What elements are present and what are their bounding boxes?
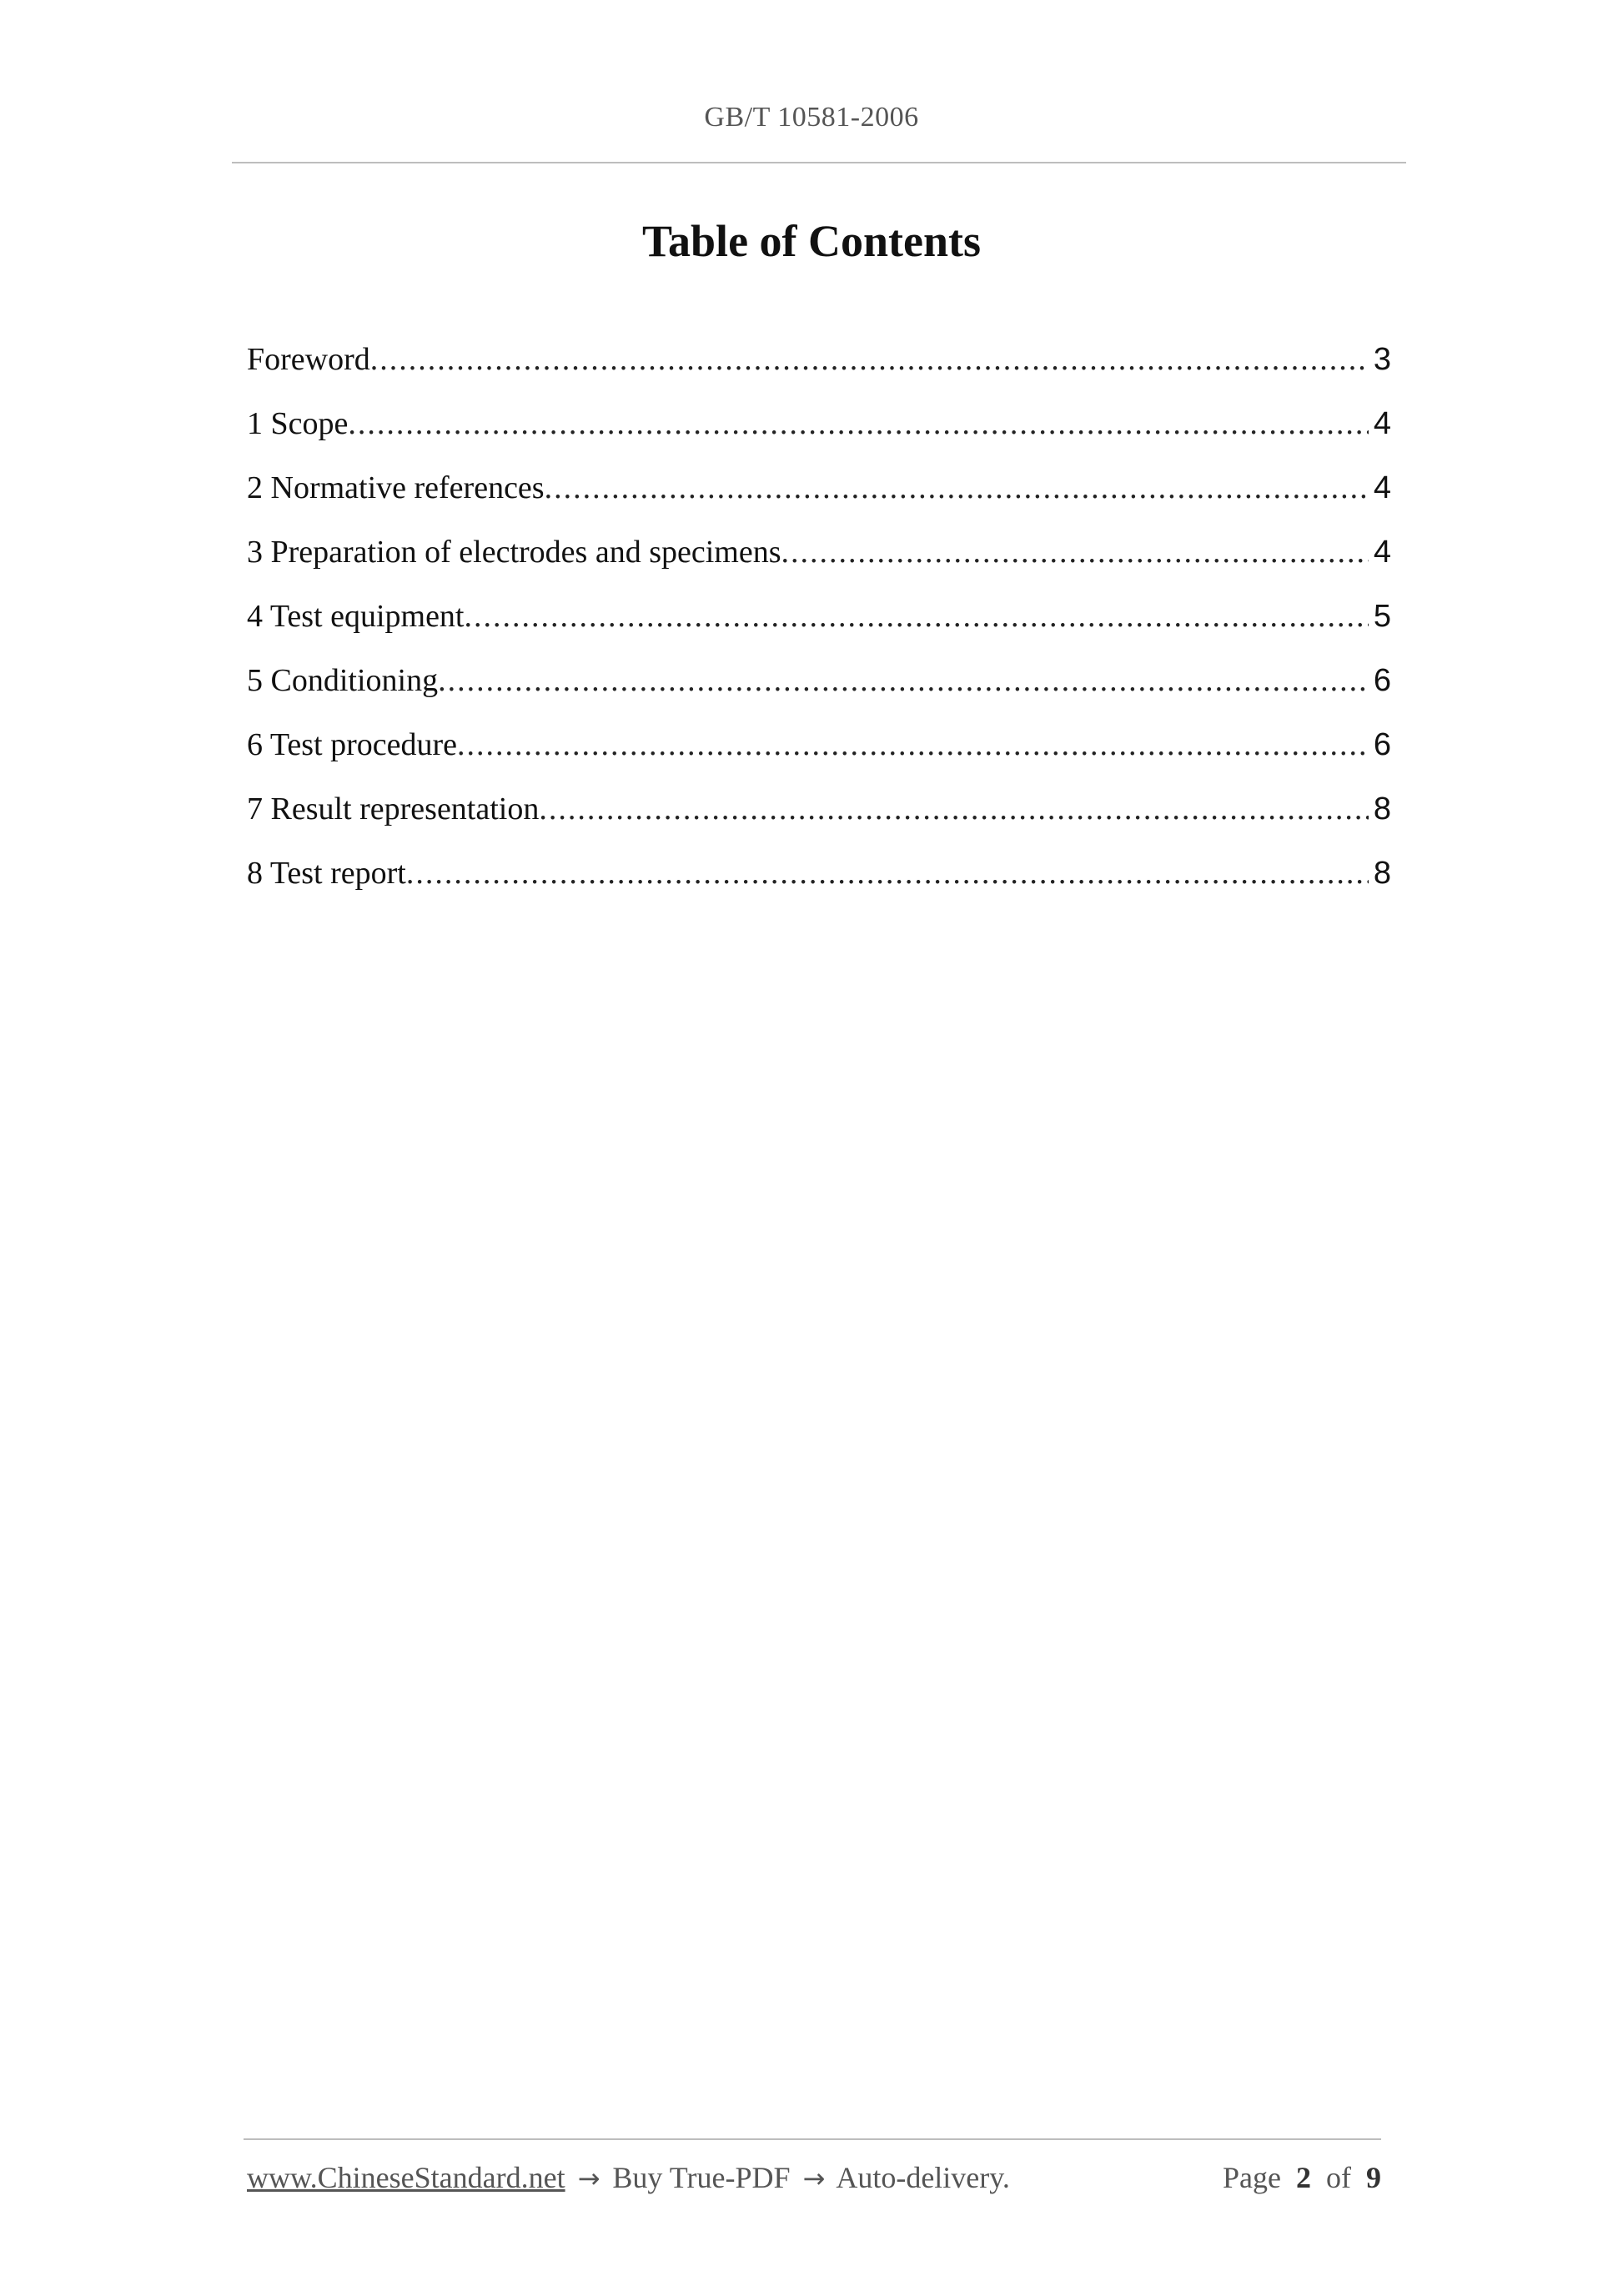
toc-entry-label: 1 Scope — [247, 406, 349, 441]
total-page-count: 9 — [1366, 2161, 1381, 2194]
page-word: Page — [1223, 2161, 1281, 2194]
buy-true-pdf-text: Buy True-PDF — [612, 2161, 791, 2194]
toc-entry-label: 7 Result representation — [247, 791, 540, 826]
page-footer — [247, 2160, 1381, 2195]
toc-entry-label: Foreword — [247, 342, 370, 377]
website-link[interactable]: www.ChineseStandard.net — [247, 2161, 565, 2194]
toc-entry-page: 8 — [1373, 856, 1391, 891]
toc-entry-label: 8 Test report — [247, 856, 406, 891]
toc-dot-leader — [545, 461, 1369, 515]
toc-entry-page: 4 — [1373, 470, 1391, 505]
toc-entry-test-equipment[interactable] — [247, 590, 1391, 654]
document-id-header: GB/T 10581-2006 — [704, 102, 919, 133]
footer-promo — [247, 2160, 1010, 2195]
toc-dot-leader — [465, 590, 1369, 643]
toc-entry-test-report[interactable] — [247, 847, 1391, 911]
toc-entry-page: 8 — [1373, 791, 1391, 826]
toc-dot-leader — [370, 333, 1369, 386]
toc-title: Table of Contents — [641, 216, 982, 266]
toc-dot-leader — [438, 654, 1369, 707]
page-number-indicator — [1223, 2160, 1381, 2195]
footer-divider — [244, 2138, 1381, 2140]
toc-entry-label: 5 Conditioning — [247, 663, 439, 698]
toc-entry-page: 6 — [1373, 663, 1391, 698]
arrow-right-icon: → — [802, 2163, 826, 2194]
toc-entry-page: 4 — [1373, 406, 1391, 441]
header-divider — [232, 162, 1406, 163]
toc-dot-leader — [348, 397, 1368, 450]
toc-entry-label: 2 Normative references — [247, 470, 545, 505]
toc-dot-leader — [539, 782, 1369, 836]
toc-dot-leader — [457, 718, 1369, 771]
toc-entry-test-procedure[interactable] — [247, 718, 1391, 782]
toc-entry-page: 6 — [1373, 727, 1391, 762]
current-page-number: 2 — [1296, 2161, 1311, 2194]
toc-entry-label: 6 Test procedure — [247, 727, 457, 762]
toc-entry-normative-references[interactable] — [247, 461, 1391, 525]
toc-entry-foreword[interactable] — [247, 333, 1391, 397]
toc-entry-result-representation[interactable] — [247, 782, 1391, 847]
toc-dot-leader — [781, 525, 1369, 579]
auto-delivery-text: Auto-delivery. — [836, 2161, 1010, 2194]
arrow-right-icon: → — [577, 2163, 600, 2194]
toc-dot-leader — [406, 847, 1369, 900]
toc-entry-page: 5 — [1373, 599, 1391, 634]
of-word: of — [1326, 2161, 1351, 2194]
toc-entry-scope[interactable] — [247, 397, 1391, 461]
toc-entry-page: 4 — [1373, 535, 1391, 570]
toc-entry-page: 3 — [1373, 342, 1391, 377]
toc-entry-conditioning[interactable] — [247, 654, 1391, 718]
toc-entry-preparation[interactable] — [247, 525, 1391, 590]
toc-list — [247, 333, 1391, 911]
toc-entry-label: 4 Test equipment — [247, 599, 465, 634]
toc-entry-label: 3 Preparation of electrodes and specimens — [247, 535, 781, 570]
